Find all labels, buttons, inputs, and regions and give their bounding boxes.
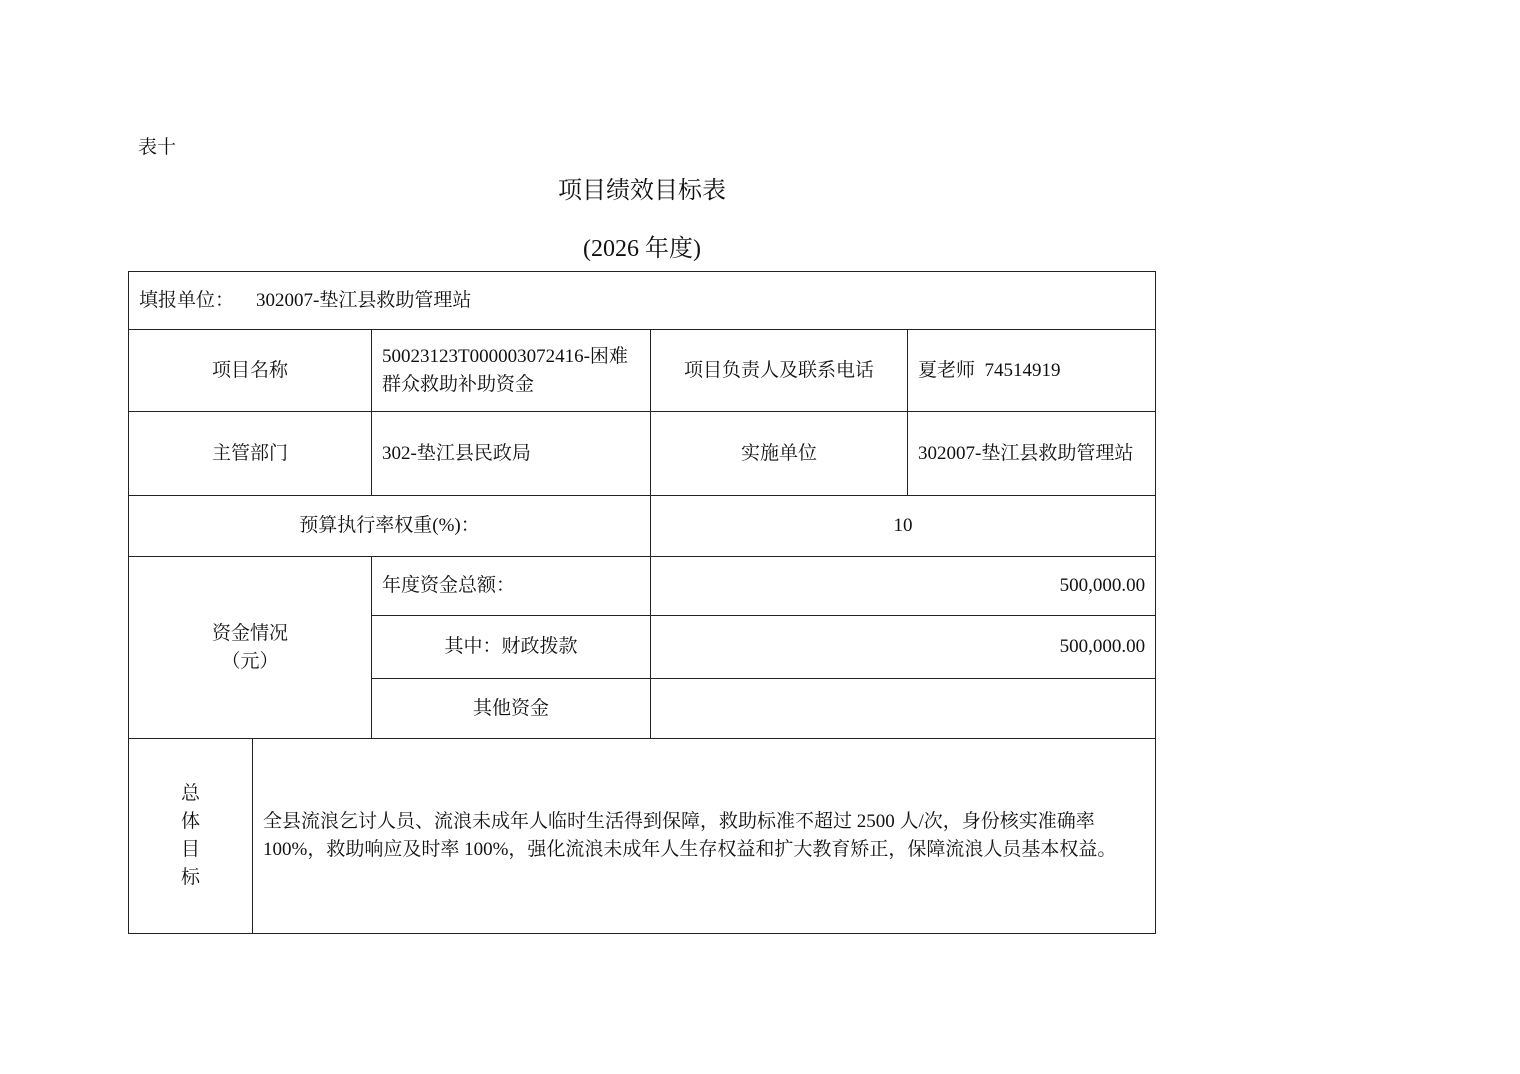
budget-weight-label: 预算执行率权重(%)： [129,496,651,557]
competent-dept-label: 主管部门 [129,412,372,496]
overall-goal-text: 全县流浪乞讨人员、流浪未成年人临时生活得到保障，救助标准不超过 2500 人/次，身份核实准确率 100%，救助响应及时率 100%，强化流浪未成年人生存权益和扩大教育矫正，保障流浪人员基本权益。 [253,739,1156,934]
page-subtitle: (2026 年度) [583,236,701,262]
project-name-value: 50023123T000003072416-困难群众救助补助资金 [372,330,651,412]
table-label: 表十 [138,137,177,158]
table-row [129,739,1156,934]
page-title: 项目绩效目标表 [558,178,726,204]
annual-total-label: 年度资金总额： [372,557,651,616]
table-row [129,330,1156,412]
table-row [129,557,1156,616]
table-row [129,496,1156,557]
goal-label-char: 总 [180,783,200,804]
fiscal-value: 500,000.00 [651,616,1156,679]
project-name-label: 项目名称 [129,330,372,412]
table-row [129,272,1156,330]
goal-label-char: 目 [180,839,200,860]
annual-total-value: 500,000.00 [651,557,1156,616]
other-funds-label: 其他资金 [372,679,651,739]
goal-label-char: 体 [180,811,200,832]
implementing-unit-value: 302007-垫江县救助管理站 [908,412,1156,496]
implementing-unit-label: 实施单位 [651,412,908,496]
performance-target-table [128,271,1156,934]
fiscal-label: 其中：财政拨款 [372,616,651,679]
table-row [129,412,1156,496]
funding-label: 资金情况 [211,622,288,644]
project-contact-value: 夏老师 74514919 [908,330,1156,412]
funding-unit: （元） [221,650,279,672]
reporting-unit-cell [129,272,1156,330]
overall-goal-label [129,739,253,934]
goal-label-char: 标 [180,867,200,888]
other-funds-value [651,679,1156,739]
project-contact-label: 项目负责人及联系电话 [651,330,908,412]
competent-dept-value: 302-垫江县民政局 [372,412,651,496]
reporting-unit-label: 填报单位： [139,289,235,311]
budget-weight-value: 10 [651,496,1156,557]
funding-label-cell [129,557,372,739]
reporting-unit-value: 302007-垫江县救助管理站 [256,289,472,311]
